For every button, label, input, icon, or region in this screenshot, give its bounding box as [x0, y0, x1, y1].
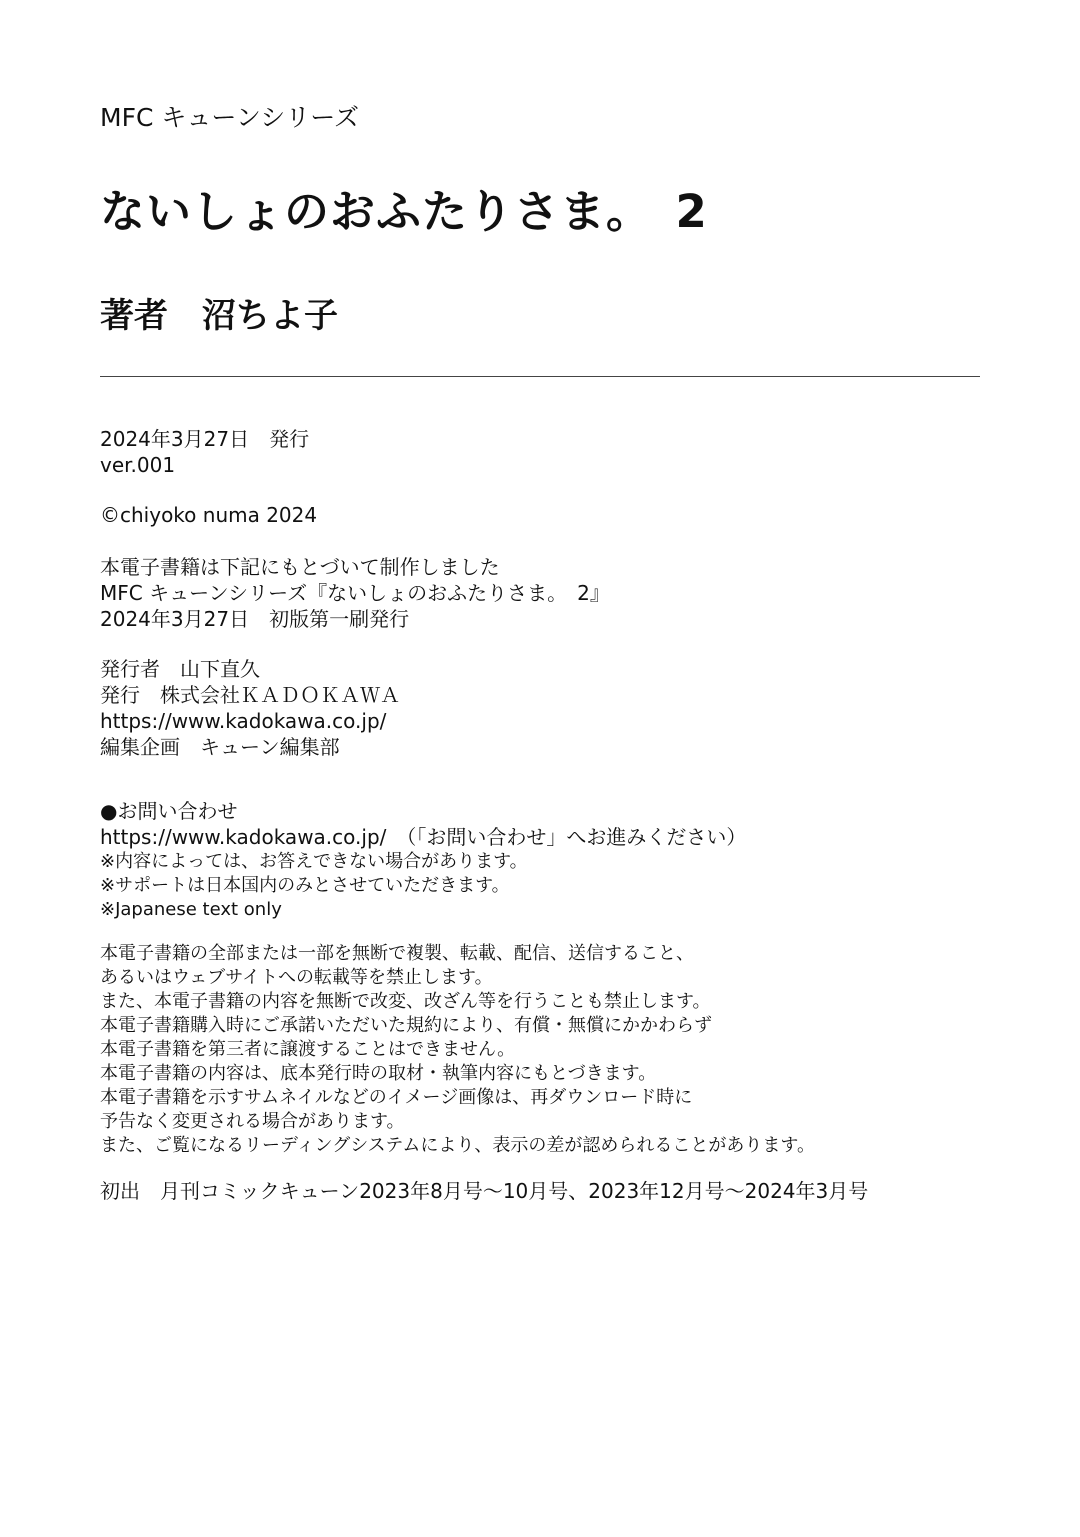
inquiry-url[interactable]: https://www.kadokawa.co.jp/ （「お問い合わせ」へお進みください）	[100, 825, 747, 849]
divider-rule	[100, 376, 980, 377]
publisher-company: 発行 株式会社ＫＡＤＯＫＡＷＡ	[100, 683, 400, 707]
inquiry-heading: ●お問い合わせ	[100, 799, 238, 823]
notice-line: また、ご覧になるリーディングシステムにより、表示の差が認められることがあります。	[100, 1135, 815, 1156]
copyright: ©chiyoko numa 2024	[100, 503, 318, 527]
series-name: MFC キューンシリーズ	[100, 103, 359, 132]
inquiry-note-2: ※サポートは日本国内のみとさせていただきます。	[100, 875, 510, 896]
notice-line: 本電子書籍の内容は、底本発行時の取材・執筆内容にもとづきます。	[100, 1063, 657, 1084]
notice-line: 本電子書籍購入時にご承諾いただいた規約により、有償・無償にかかわらず	[100, 1015, 712, 1036]
notice-line: 本電子書籍を第三者に譲渡することはできません。	[100, 1039, 516, 1060]
version: ver.001	[100, 453, 176, 477]
notice-line: あるいはウェブサイトへの転載等を禁止します。	[100, 967, 493, 988]
notice-line: 予告なく変更される場合があります。	[100, 1111, 405, 1132]
notice-line: また、本電子書籍の内容を無断で改変、改ざん等を行うことも禁止します。	[100, 991, 711, 1012]
notice-line: 本電子書籍を示すサムネイルなどのイメージ画像は、再ダウンロード時に	[100, 1087, 693, 1108]
book-title: ないしょのおふたりさま。 2	[100, 185, 708, 238]
source-line-3: 2024年3月27日 初版第一刷発行	[100, 607, 410, 631]
source-line-1: 本電子書籍は下記にもとづいて制作しました	[100, 555, 500, 579]
source-line-2: MFC キューンシリーズ『ないしょのおふたりさま。 2』	[100, 581, 610, 605]
colophon-body	[100, 426, 980, 1204]
publisher-url[interactable]: https://www.kadokawa.co.jp/	[100, 709, 387, 733]
first-publication: 初出 月刊コミックキューン2023年8月号～10月号、2023年12月号～2024年3月号	[100, 1179, 869, 1203]
inquiry-note-3: ※Japanese text only	[100, 899, 282, 920]
inquiry-note-1: ※内容によっては、お答えできない場合があります。	[100, 851, 528, 872]
publish-date: 2024年3月27日 発行	[100, 427, 310, 451]
notice-line: 本電子書籍の全部または一部を無断で複製、転載、配信、送信すること、	[100, 943, 694, 964]
editorial-dept: 編集企画 キューン編集部	[100, 735, 340, 759]
author-line: 著者 沼ちよ子	[100, 296, 338, 336]
issuer: 発行者 山下直久	[100, 657, 260, 681]
